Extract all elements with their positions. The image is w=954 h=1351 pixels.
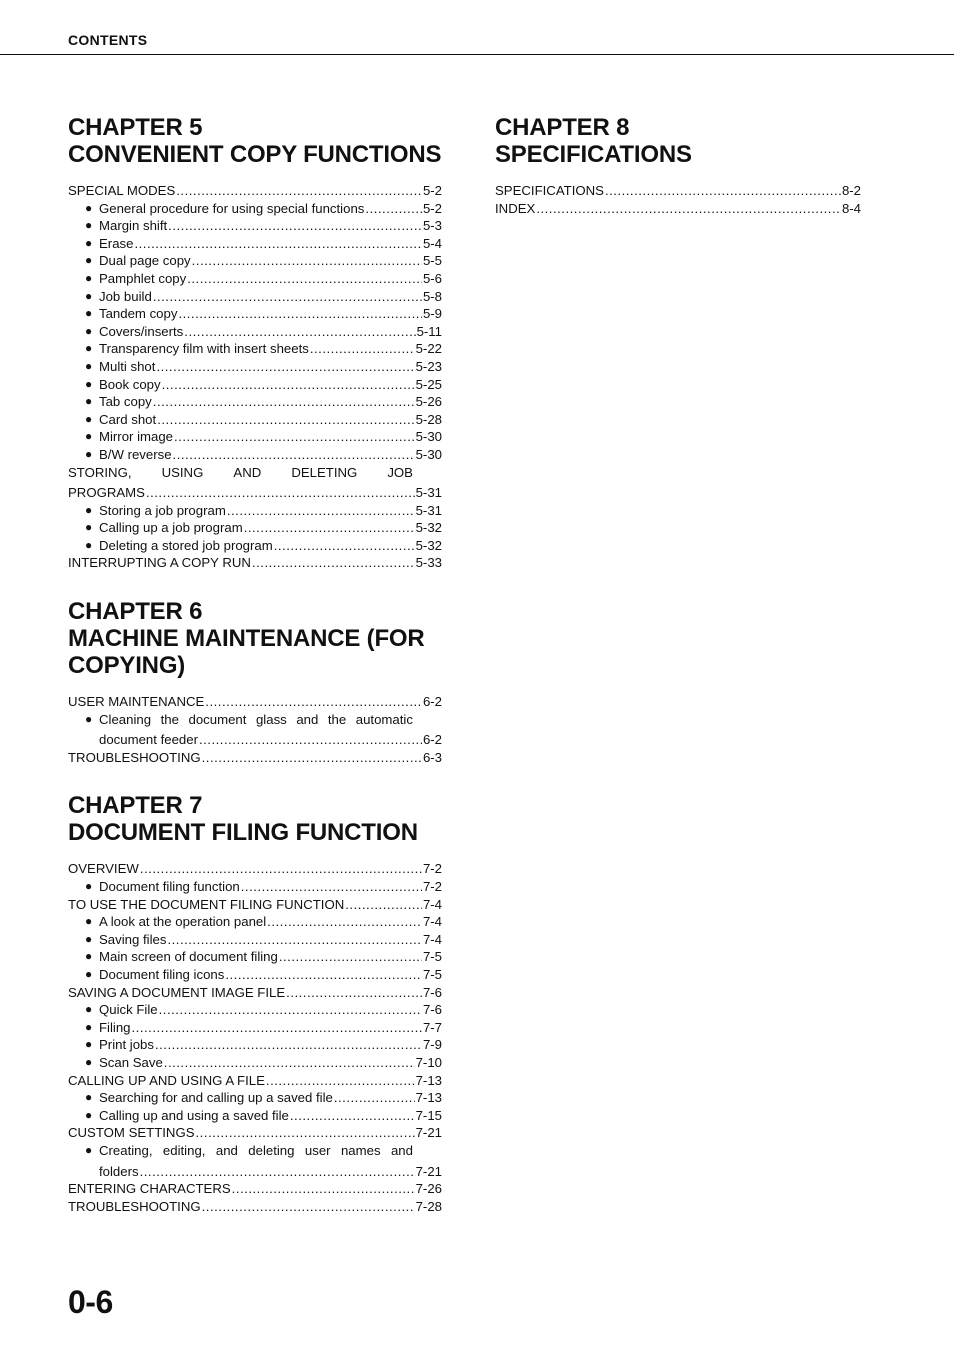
toc-subentry[interactable] (68, 446, 442, 464)
bullet-icon: ● (85, 879, 93, 894)
toc-page-number: 7-2 (422, 879, 442, 895)
leader-dots (202, 1198, 415, 1216)
toc-entry-title: Multi shot (99, 358, 156, 374)
leader-dots (153, 393, 415, 411)
toc-entry-title: General procedure for using special functions (99, 200, 365, 216)
toc-entry-title: Covers/inserts (99, 323, 184, 339)
toc-page-number: 5-2 (422, 200, 442, 216)
toc-entry-title: Dual page copy (99, 253, 191, 269)
toc-entry[interactable] (68, 1072, 442, 1090)
chapter-8-section (495, 114, 861, 217)
toc-page-number: 5-32 (415, 520, 442, 536)
toc-entry-title: SPECIAL MODES (68, 183, 176, 198)
toc-subentry[interactable] (68, 358, 442, 376)
toc-entry-title: Calling up and using a saved file (99, 1107, 289, 1123)
bullet-icon: ● (85, 306, 93, 321)
toc-subentry[interactable] (68, 537, 442, 555)
toc-entry[interactable] (68, 984, 442, 1002)
leader-dots (192, 252, 422, 270)
toc-entry-word: names (340, 1142, 381, 1158)
toc-subentry[interactable] (68, 340, 442, 358)
toc-page-number: 5-25 (415, 376, 442, 392)
toc-entry[interactable] (68, 1198, 442, 1216)
toc-entry-title: Erase (99, 235, 134, 251)
bullet-icon: ● (85, 358, 93, 373)
chapter-title-line: SPECIFICATIONS (495, 141, 692, 168)
toc-page-number: 7-13 (415, 1090, 442, 1106)
toc-entry-title: Document filing icons (99, 967, 225, 982)
chapter-title-line: CHAPTER 7 (68, 792, 203, 820)
toc-list (68, 693, 442, 766)
toc-entry-title-cont: PROGRAMS (68, 485, 145, 501)
toc-entry-word: DELETING (291, 464, 358, 480)
toc-entry-title: Tab copy (99, 394, 152, 410)
toc-entry-word: JOB (387, 464, 413, 480)
toc-page-number: 5-32 (415, 537, 442, 553)
toc-entry-title: Document filing function (99, 879, 240, 895)
toc-entry-title: Margin shift (99, 218, 168, 234)
bullet-icon: ● (85, 520, 93, 535)
header-rule (0, 54, 954, 55)
toc-entry-title: Quick File (99, 1002, 158, 1018)
toc-subentry[interactable] (68, 1019, 442, 1037)
leader-dots (334, 1089, 415, 1107)
leader-dots (274, 537, 415, 555)
toc-subentry[interactable] (68, 1054, 442, 1072)
bullet-icon: ● (85, 914, 93, 929)
toc-entry-title: Saving files (99, 931, 167, 947)
toc-page-number: 5-9 (422, 306, 442, 322)
toc-entry-title (99, 1142, 442, 1160)
leader-dots (365, 200, 422, 218)
toc-entry-word: and (215, 1142, 238, 1158)
toc-entry-word: editing, (162, 1142, 206, 1158)
toc-entry-title: Print jobs (99, 1037, 154, 1053)
toc-subentry[interactable] (68, 393, 442, 411)
bullet-icon: ● (85, 502, 93, 517)
toc-entry-title: TROUBLESHOOTING (68, 1198, 201, 1214)
chapter-7-section (68, 792, 442, 1215)
toc-page-number: 5-2 (422, 183, 442, 198)
bullet-icon: ● (85, 967, 93, 981)
toc-subentry[interactable] (68, 1107, 442, 1125)
chapter-title-line: MACHINE MAINTENANCE (FOR (68, 625, 425, 653)
toc-entry-title: Card shot (99, 411, 157, 427)
toc-entry-title: Mirror image (99, 429, 174, 445)
toc-entry[interactable] (68, 860, 442, 878)
toc-entry-word: AND (233, 464, 262, 480)
bullet-icon: ● (85, 1002, 93, 1017)
toc-entry-title: CALLING UP AND USING A FILE (68, 1072, 265, 1088)
bullet-icon: ● (85, 931, 93, 946)
toc-subentry[interactable] (68, 235, 442, 253)
toc-entry-word: automatic (355, 711, 413, 727)
chapter-title-line: COPYING) (68, 652, 186, 680)
leader-dots (205, 693, 422, 711)
leader-dots (162, 376, 415, 394)
toc-subentry[interactable] (68, 966, 442, 984)
toc-subentry[interactable] (68, 200, 442, 218)
toc-entry-title (99, 711, 442, 729)
leader-dots (244, 519, 415, 537)
bullet-icon: ● (85, 253, 93, 268)
leader-dots (286, 984, 422, 1002)
bullet-icon: ● (85, 235, 93, 250)
leader-dots (156, 358, 414, 376)
leader-dots (279, 948, 422, 966)
toc-subentry[interactable] (68, 711, 442, 749)
toc-entry-word: and (390, 1142, 413, 1158)
leader-dots (174, 428, 415, 446)
toc-entry-title (68, 464, 442, 482)
toc-entry-title: A look at the operation panel (99, 914, 267, 930)
toc-subentry[interactable] (68, 288, 442, 306)
bullet-icon: ● (85, 949, 93, 964)
toc-subentry[interactable] (68, 1142, 442, 1180)
leader-dots (605, 182, 841, 200)
leader-dots (267, 913, 422, 931)
toc-page-number: 7-6 (422, 984, 442, 1000)
toc-entry[interactable] (495, 200, 861, 218)
bullet-icon: ● (85, 1142, 93, 1157)
leader-dots (153, 288, 422, 306)
toc-page-number: 5-31 (415, 485, 442, 501)
running-header: CONTENTS (68, 32, 148, 48)
toc-entry-title: Job build (99, 288, 152, 304)
bullet-icon: ● (85, 270, 93, 285)
toc-entry-title: B/W reverse (99, 446, 172, 462)
toc-page-number: 5-4 (422, 235, 442, 251)
leader-dots (345, 896, 422, 914)
leader-dots (199, 731, 422, 749)
toc-subentry[interactable] (68, 270, 442, 288)
toc-entry[interactable] (68, 1124, 442, 1142)
toc-entry[interactable] (68, 182, 442, 200)
leader-dots (167, 931, 421, 949)
leader-dots (140, 860, 422, 878)
toc-page-number: 5-33 (415, 555, 442, 571)
toc-subentry[interactable] (68, 376, 442, 394)
toc-entry-title: Main screen of document filing (99, 949, 278, 965)
toc-list (68, 182, 442, 572)
toc-page-number: 5-31 (415, 502, 442, 518)
toc-entry-title: ENTERING CHARACTERS (68, 1181, 231, 1197)
toc-entry[interactable] (495, 182, 861, 200)
toc-subentry[interactable] (68, 931, 442, 949)
chapter-title-line: CHAPTER 8 (495, 114, 630, 141)
toc-entry[interactable] (68, 554, 442, 572)
toc-page-number: 7-28 (415, 1198, 442, 1214)
leader-dots (157, 411, 414, 429)
chapter-heading (68, 114, 442, 168)
leader-dots (232, 1180, 415, 1198)
toc-subentry[interactable] (68, 1036, 442, 1054)
leader-dots (146, 484, 415, 502)
leader-dots (184, 323, 415, 341)
toc-entry-word: and (296, 711, 319, 727)
toc-entry-title: Deleting a stored job program (99, 537, 273, 553)
toc-page-number: 7-21 (415, 1163, 442, 1179)
bullet-icon: ● (85, 1107, 93, 1122)
toc-subentry[interactable] (68, 252, 442, 270)
leader-dots (132, 1019, 422, 1037)
bullet-icon: ● (85, 537, 93, 552)
chapter-5-section (68, 114, 442, 572)
toc-page-number: 7-9 (422, 1037, 442, 1053)
toc-entry-title-cont: document feeder (99, 732, 198, 748)
toc-entry-word: STORING, (68, 464, 132, 480)
leader-dots (173, 446, 415, 464)
toc-entry-title: INDEX (495, 200, 536, 216)
bullet-icon: ● (85, 218, 93, 233)
toc-entry-word: the (160, 711, 179, 727)
toc-subentry[interactable] (68, 305, 442, 323)
toc-entry-title-cont: folders (99, 1163, 139, 1179)
toc-entry-word: document (188, 711, 247, 727)
bullet-icon: ● (85, 376, 93, 391)
page-number: 0-6 (68, 1284, 113, 1320)
toc-page-number: 5-5 (422, 253, 442, 269)
toc-subentry[interactable] (68, 1089, 442, 1107)
toc-page-number: 7-2 (422, 861, 442, 877)
toc-entry-title: USER MAINTENANCE (68, 694, 205, 710)
toc-entry[interactable] (68, 693, 442, 711)
chapter-title-line: CHAPTER 6 (68, 598, 203, 626)
toc-page-number: 5-30 (415, 446, 442, 462)
toc-entry-word: Creating, (99, 1142, 153, 1158)
toc-page-number: 5-22 (415, 341, 442, 357)
toc-entry-title: CUSTOM SETTINGS (68, 1125, 195, 1141)
chapter-title-line: CHAPTER 5 (68, 114, 203, 141)
toc-page-number: 7-13 (415, 1072, 442, 1088)
leader-dots (266, 1072, 415, 1090)
toc-entry[interactable] (68, 749, 442, 767)
toc-entry-title: Scan Save (99, 1054, 163, 1070)
toc-page-number: 6-2 (422, 732, 442, 748)
toc-page-number: 7-4 (422, 914, 442, 930)
left-column (68, 114, 442, 1241)
bullet-icon: ● (85, 1037, 93, 1052)
leader-dots (134, 235, 421, 253)
toc-page-number: 5-6 (422, 270, 442, 286)
bullet-icon: ● (85, 429, 93, 444)
toc-entry-title: Storing a job program (99, 502, 226, 518)
toc-entry-word: deleting (248, 1142, 295, 1158)
toc-page-number: 5-30 (415, 429, 442, 445)
toc-page-number: 5-11 (416, 323, 442, 339)
bullet-icon: ● (85, 341, 93, 356)
toc-entry[interactable] (68, 1180, 442, 1198)
leader-dots (187, 270, 422, 288)
leader-dots (225, 966, 422, 984)
chapter-title-line: DOCUMENT FILING FUNCTION (68, 819, 418, 847)
leader-dots (155, 1036, 422, 1054)
chapter-title-line: CONVENIENT COPY FUNCTIONS (68, 141, 442, 168)
toc-entry-title: SAVING A DOCUMENT IMAGE FILE (68, 984, 286, 1000)
toc-subentry[interactable] (68, 913, 442, 931)
toc-entry-title: Tandem copy (99, 306, 178, 322)
toc-list (495, 182, 861, 217)
chapter-heading (68, 792, 442, 846)
right-column (495, 114, 861, 243)
toc-entry-title: OVERVIEW (68, 861, 139, 877)
leader-dots (536, 200, 841, 218)
toc-entry-word: glass (255, 711, 287, 727)
leader-dots (227, 502, 415, 520)
bullet-icon: ● (85, 1054, 93, 1069)
chapter-6-section (68, 598, 442, 766)
toc-subentry[interactable] (68, 502, 442, 520)
leader-dots (178, 305, 422, 323)
toc-subentry[interactable] (68, 519, 442, 537)
leader-dots (159, 1001, 422, 1019)
leader-dots (290, 1107, 415, 1125)
toc-subentry[interactable] (68, 217, 442, 235)
bullet-icon: ● (85, 411, 93, 426)
toc-entry[interactable] (68, 464, 442, 502)
toc-entry-word: the (327, 711, 347, 727)
bullet-icon: ● (85, 1090, 93, 1105)
bullet-icon: ● (85, 394, 93, 409)
toc-page-number: 8-2 (841, 183, 861, 198)
toc-page-number: 7-5 (422, 949, 442, 965)
toc-list (68, 860, 442, 1215)
toc-entry-title: TO USE THE DOCUMENT FILING FUNCTION (68, 896, 345, 912)
toc-entry-title: Searching for and calling up a saved file (99, 1090, 333, 1106)
leader-dots (241, 878, 422, 896)
toc-page-number: 7-6 (422, 1002, 442, 1018)
toc-subentry[interactable] (68, 878, 442, 896)
toc-entry-title: INTERRUPTING A COPY RUN (68, 555, 251, 571)
toc-entry-word: Cleaning (99, 711, 152, 727)
toc-entry-title: TROUBLESHOOTING (68, 749, 201, 765)
bullet-icon: ● (85, 323, 93, 338)
toc-subentry[interactable] (68, 948, 442, 966)
toc-entry-title: SPECIFICATIONS (495, 183, 604, 198)
toc-page-number: 6-3 (422, 749, 442, 765)
toc-subentry[interactable] (68, 411, 442, 429)
toc-page-number: 6-2 (422, 694, 442, 710)
toc-subentry[interactable] (68, 323, 442, 341)
bullet-icon: ● (85, 200, 93, 215)
leader-dots (140, 1163, 415, 1181)
bullet-icon: ● (85, 446, 93, 461)
toc-page-number: 7-4 (422, 931, 442, 947)
chapter-heading (495, 114, 861, 168)
toc-page-number: 7-7 (422, 1019, 442, 1035)
toc-page-number: 7-4 (422, 896, 442, 912)
toc-page-number: 5-23 (415, 358, 442, 374)
toc-page-number: 5-3 (422, 218, 442, 234)
toc-entry-title: Filing (99, 1019, 131, 1035)
toc-subentry[interactable] (68, 1001, 442, 1019)
toc-entry-title: Calling up a job program (99, 520, 243, 536)
toc-page-number: 5-28 (415, 411, 442, 427)
toc-page-number: 5-26 (415, 394, 442, 410)
leader-dots (164, 1054, 415, 1072)
bullet-icon: ● (85, 288, 93, 303)
leader-dots (252, 554, 415, 572)
toc-page-number: 7-15 (415, 1107, 442, 1123)
toc-entry-word: user (304, 1142, 331, 1158)
toc-entry-title: Pamphlet copy (99, 270, 187, 286)
leader-dots (176, 182, 422, 200)
toc-entry-title: Transparency film with insert sheets (99, 341, 309, 357)
leader-dots (202, 749, 422, 767)
toc-entry[interactable] (68, 896, 442, 914)
toc-page-number: 7-26 (415, 1181, 442, 1197)
toc-page-number: 7-21 (415, 1125, 442, 1141)
leader-dots (310, 340, 415, 358)
toc-subentry[interactable] (68, 428, 442, 446)
toc-page-number: 7-10 (415, 1054, 442, 1070)
toc-page-number: 5-8 (422, 288, 442, 304)
leader-dots (168, 217, 422, 235)
leader-dots (196, 1124, 415, 1142)
toc-entry-title: Book copy (99, 376, 161, 392)
toc-page-number: 8-4 (841, 200, 861, 216)
toc-entry-word: USING (161, 464, 204, 480)
toc-page-number: 7-5 (422, 967, 442, 982)
bullet-icon: ● (85, 1019, 93, 1034)
bullet-icon: ● (85, 711, 93, 726)
chapter-heading (68, 598, 442, 679)
